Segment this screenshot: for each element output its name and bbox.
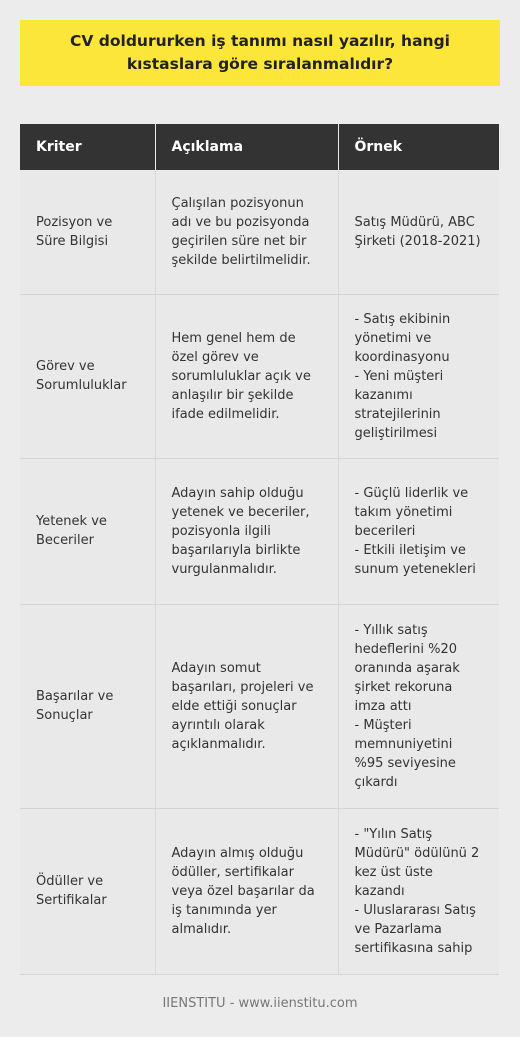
criterion-cell: Görev ve Sorumluluklar xyxy=(20,294,155,458)
example-cell: - Yıllık satış hedeflerini %20 oranında aşarak şirket rekoruna imza attı - Müşteri memnuniyetini %95 seviyesine çıkardı xyxy=(338,604,499,808)
page-title: CV doldururken iş tanımı nasıl yazılır, hangi kıstaslara göre sıralanmalıdır? xyxy=(70,32,450,73)
header-description: Açıklama xyxy=(155,124,338,170)
criterion-cell: Yetenek ve Beceriler xyxy=(20,458,155,604)
table-row xyxy=(20,604,499,808)
description-cell: Hem genel hem de özel görev ve sorumluluklar açık ve anlaşılır bir şekilde ifade edilmelidir. xyxy=(155,294,338,458)
example-cell: - Güçlü liderlik ve takım yönetimi becerileri - Etkili iletişim ve sunum yetenekleri xyxy=(338,458,499,604)
description-cell: Adayın somut başarıları, projeleri ve elde ettiği sonuçlar ayrıntılı olarak açıklanmalıdır. xyxy=(155,604,338,808)
criterion-cell: Pozisyon ve Süre Bilgisi xyxy=(20,170,155,294)
table-row xyxy=(20,294,499,458)
table-header-row xyxy=(20,124,499,170)
example-cell: - "Yılın Satış Müdürü" ödülünü 2 kez üst üste kazandı - Uluslararası Satış ve Pazarlama sertifikasına sahip xyxy=(338,808,499,974)
criterion-cell: Ödüller ve Sertifikalar xyxy=(20,808,155,974)
criterion-cell: Başarılar ve Sonuçlar xyxy=(20,604,155,808)
description-cell: Çalışılan pozisyonun adı ve bu pozisyonda geçirilen süre net bir şekilde belirtilmelidir. xyxy=(155,170,338,294)
table-row xyxy=(20,458,499,604)
description-cell: Adayın sahip olduğu yetenek ve beceriler, pozisyonla ilgili başarılarıyla birlikte vurgulanmalıdır. xyxy=(155,458,338,604)
title-banner xyxy=(20,20,500,86)
table-row xyxy=(20,808,499,974)
footer-credit: IIENSTITU - www.iienstitu.com xyxy=(162,996,358,1011)
criteria-table xyxy=(20,124,499,975)
header-criterion: Kriter xyxy=(20,124,155,170)
description-cell: Adayın almış olduğu ödüller, sertifikalar veya özel başarılar da iş tanımında yer almalıdır. xyxy=(155,808,338,974)
table-row xyxy=(20,170,499,294)
example-cell: - Satış ekibinin yönetimi ve koordinasyonu - Yeni müşteri kazanımı stratejilerinin geliştirilmesi xyxy=(338,294,499,458)
example-cell: Satış Müdürü, ABC Şirketi (2018-2021) xyxy=(338,170,499,294)
header-example: Örnek xyxy=(338,124,499,170)
